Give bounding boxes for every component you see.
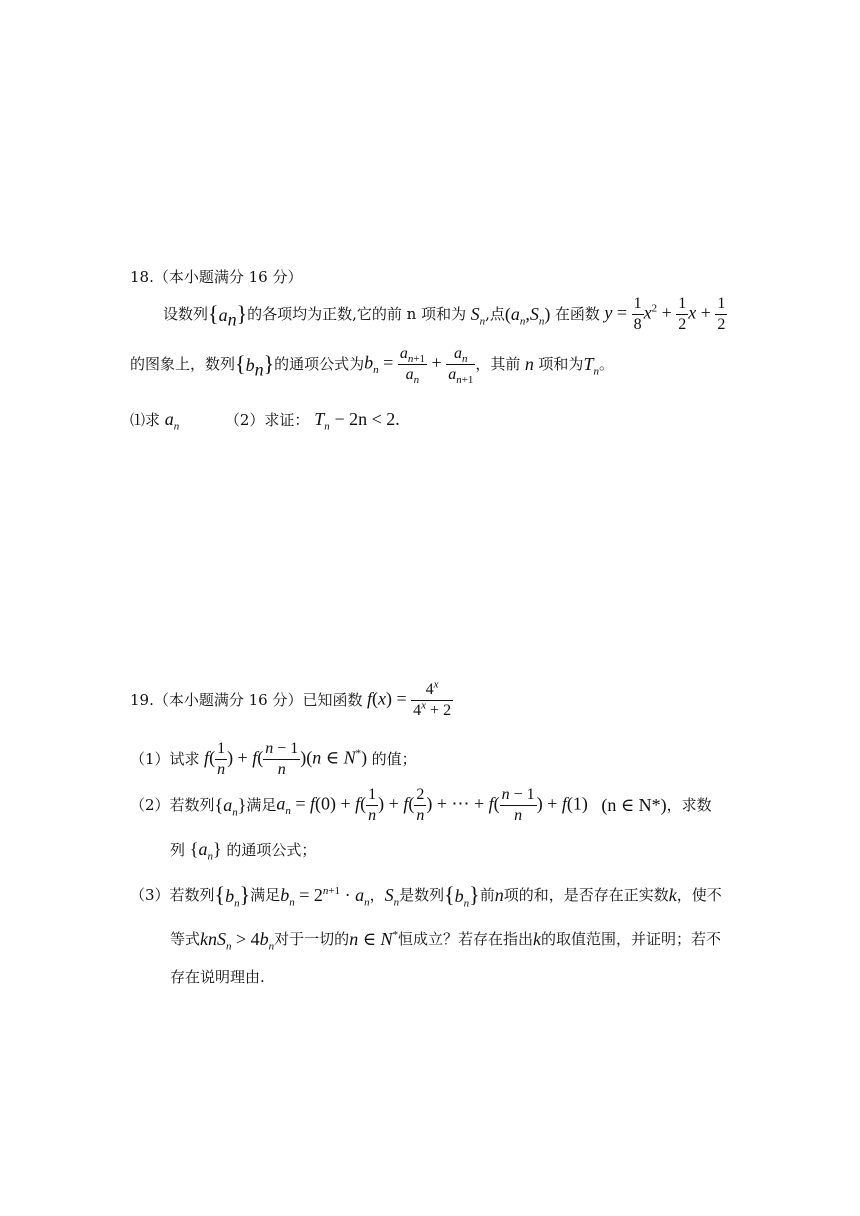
- math-Sn: $S_n$: [466, 304, 486, 328]
- q19-part3-l2a: 等式: [170, 930, 201, 948]
- q18-text-9: 。: [598, 355, 614, 373]
- q18-text-7: ，其前: [475, 355, 521, 373]
- q18-text-6: 的通项公式为: [274, 355, 365, 373]
- math-an: $a_n$: [164, 409, 180, 433]
- q18-text-8: 项和为: [538, 355, 584, 373]
- math-Sn-2: $S_n$: [384, 885, 400, 909]
- q19-part2-cont: [170, 838, 316, 861]
- math-point: $(a_n,S_n)$: [504, 304, 555, 328]
- q18-line1: [163, 290, 727, 338]
- q19-part2-cont-tail: 的通项公式；: [226, 841, 317, 859]
- math-seq-a-2: $\{a_n\}$: [214, 795, 247, 819]
- q19-part3-mid: 满足: [250, 886, 281, 904]
- q18-text-1: 设数列: [163, 305, 209, 323]
- q19-part3-l2d: 的取值范围，并证明；若不: [541, 930, 722, 948]
- math-seq-a-3: $\{a_n\}$: [189, 839, 222, 863]
- math-n-in-N: n ∈ N*: [349, 929, 399, 949]
- q18-part2-label: （2）求证：: [224, 411, 310, 429]
- q18-text-3: ,点: [485, 305, 505, 323]
- q19-part3-line3: 存在说明理由.: [170, 968, 265, 986]
- math-seq-a: $\{a_n\}$: [208, 300, 248, 330]
- q19-part1-label: （1）试求: [130, 750, 200, 768]
- math-k: k: [668, 885, 677, 905]
- q18-header: 18.（本小题满分 16 分）: [130, 268, 303, 286]
- math-function-y: y = $\frac{1}{8}$ $x^2$ + $\frac{1}{2}$ x + $\frac{1}{2}$: [604, 294, 726, 333]
- q19-part3-tail: ，使不: [676, 886, 722, 904]
- math-Tn: $T_n$: [583, 354, 599, 378]
- math-bn-formula: $b_n$ = $\frac{a_{n+1}}{a_n}$ + $\frac{a_n}{a_{n+1}}$: [364, 344, 474, 386]
- q18-parts: [130, 408, 400, 431]
- q19-header: 19.（本小题满分 16 分）已知函数: [130, 691, 363, 709]
- q19-header-line: [130, 676, 453, 724]
- math-seq-b: $\{b_n\}$: [235, 350, 275, 380]
- q19-part3-mid4: 前: [479, 886, 495, 904]
- q19-part3-mid5: 项的和，是否存在正实数: [503, 886, 669, 904]
- q18-text-4: 在函数: [554, 305, 600, 323]
- q19-part2-cond: (n ∈ N*): [601, 795, 667, 815]
- math-Tn-2: $T_n$: [314, 409, 330, 433]
- math-k-2: k: [533, 929, 542, 949]
- math-inequality: $knS_n > 4b_n$: [200, 929, 275, 953]
- math-bn-def: $b_n = 2^{n+1} \cdot a_n$: [280, 885, 370, 909]
- q19-part2-tail: ，求数: [666, 796, 712, 814]
- q19-part1-tail: 的值；: [371, 750, 417, 768]
- q19-part1: [130, 736, 417, 782]
- q18-line2: [130, 340, 614, 388]
- q18-part2-tail: − 2n < 2.: [334, 409, 400, 429]
- q19-part2-mid: 满足: [246, 796, 277, 814]
- q18-part1-label: ⑴求: [130, 411, 161, 429]
- q19-part3-line2: [170, 926, 721, 952]
- q19-part3-mid3: 是数列: [399, 886, 445, 904]
- q19-part3-mid2: ，: [369, 886, 385, 904]
- q18-text-5: 的图象上，数列: [130, 355, 236, 373]
- math-n: n: [520, 354, 539, 374]
- q19-part2-label: （2）若数列: [130, 796, 215, 814]
- math-seq-b-3: $\{b_n\}$: [444, 881, 480, 910]
- math-part1-expr: f( $\frac{1}{n}$ ) + f( $\frac{n - 1}{n}$ )(n ∈ N*): [204, 739, 372, 778]
- q19-part3-label: （3）若数列: [130, 886, 215, 904]
- q19-part3-l2c: 恒成立？若存在指出: [398, 930, 534, 948]
- q19-part3-l2b: 对于一切的: [274, 930, 350, 948]
- math-fx-def: f(x) = $\frac{4^x}{4^x + 2}$: [366, 678, 452, 719]
- q19-part2-cont-label: 列: [170, 841, 186, 859]
- math-n-2: n: [494, 885, 504, 905]
- q19-part2: [130, 782, 712, 828]
- math-part2-expr: $a_n = f(0) + f$( $\frac{1}{n}$ ) + f( $\frac{2}{n}$ ) + ⋯ + f( $\frac{n - 1}{n}$ ) + f(1): [276, 785, 602, 824]
- q18-text-2: 的各项均为正数,它的前 n 项和为: [247, 305, 467, 323]
- math-seq-b-2: $\{b_n\}$: [214, 881, 251, 910]
- q19-part3-line1: [130, 880, 722, 910]
